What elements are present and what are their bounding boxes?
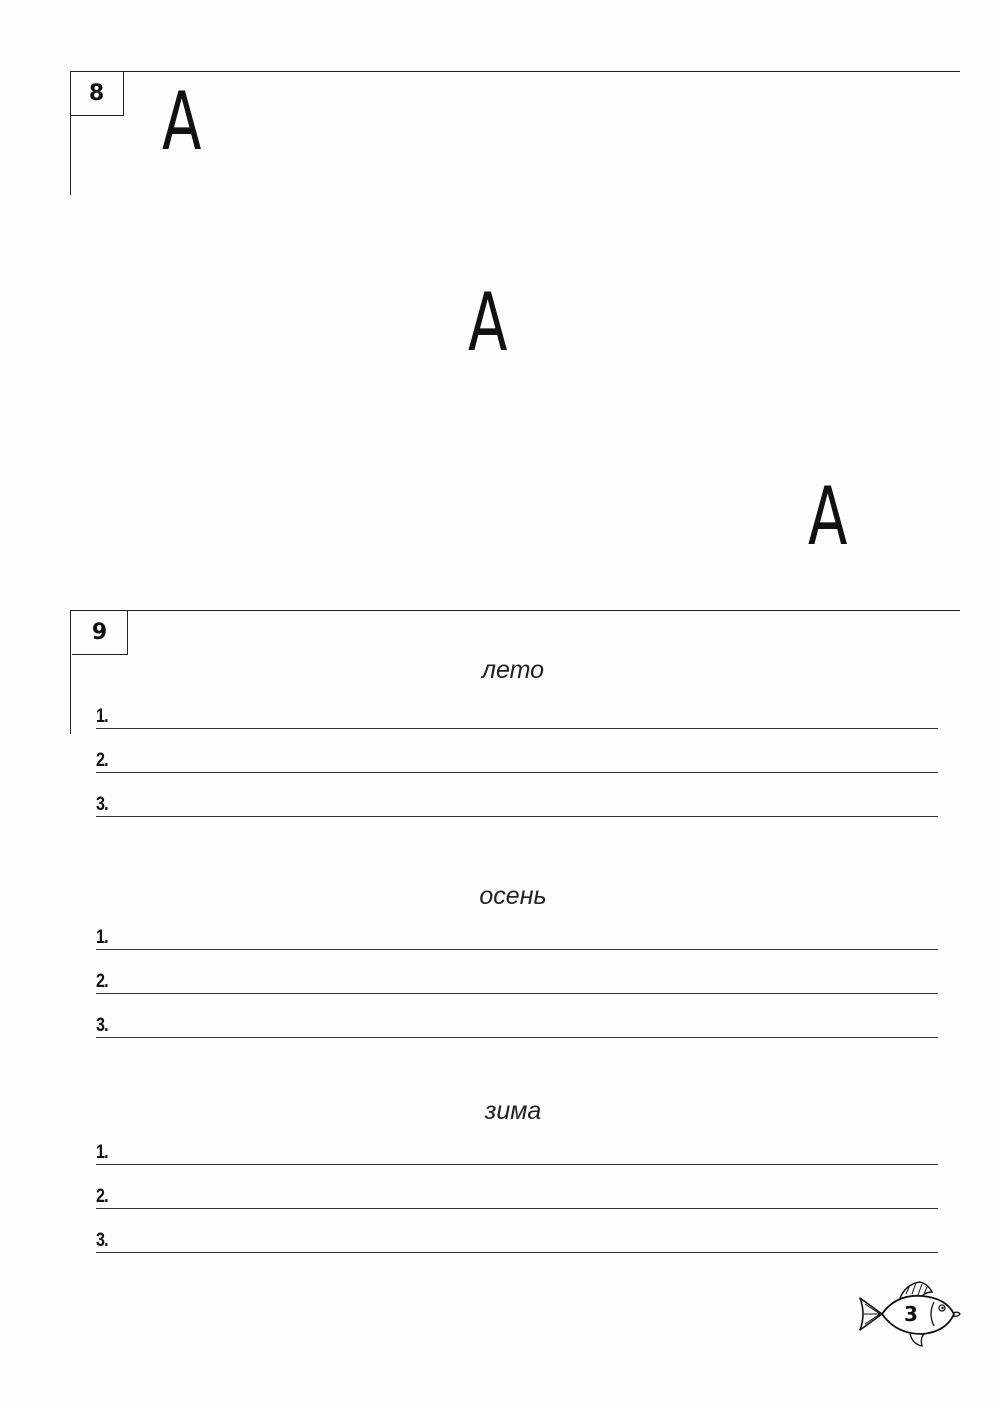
line-rule (96, 1252, 938, 1253)
line-rule (96, 816, 938, 817)
line-rule (96, 949, 938, 950)
line-rule (96, 1037, 938, 1038)
season-heading-autumn (0, 882, 1000, 911)
letter-a-large: А (162, 75, 202, 168)
line-number: 1. (96, 927, 108, 948)
line-number: 1. (96, 706, 108, 727)
season-heading-winter (0, 1097, 1000, 1126)
answer-line[interactable] (96, 971, 938, 994)
answer-line[interactable] (96, 1186, 938, 1209)
answer-line[interactable] (96, 706, 938, 729)
line-number: 2. (96, 1186, 108, 1207)
line-number: 3. (96, 1230, 108, 1251)
line-number: 2. (96, 750, 108, 771)
answer-line[interactable] (96, 794, 938, 817)
line-number: 3. (96, 794, 108, 815)
season-title: осень (479, 882, 547, 910)
task-8 (70, 71, 960, 196)
season-title: зима (484, 1097, 542, 1125)
answer-line[interactable] (96, 927, 938, 950)
season-heading-summer (0, 656, 1000, 685)
line-rule (96, 993, 938, 994)
task-9-top-rule (70, 610, 960, 611)
letter-a-large: А (468, 276, 508, 369)
answer-line[interactable] (96, 1015, 938, 1038)
season-title: лето (481, 656, 545, 684)
task-8-top-rule (70, 71, 960, 72)
line-rule (96, 1208, 938, 1209)
answer-line[interactable] (96, 1230, 938, 1253)
line-number: 3. (96, 1015, 108, 1036)
line-rule (96, 1164, 938, 1165)
task-number-box: 8 (70, 71, 124, 116)
letter-a-large: А (808, 470, 848, 563)
line-number: 2. (96, 971, 108, 992)
task-number-box: 9 (72, 610, 128, 655)
line-rule (96, 772, 938, 773)
line-number: 1. (96, 1142, 108, 1163)
answer-line[interactable] (96, 750, 938, 773)
line-rule (96, 728, 938, 729)
page-number: 3 (904, 1302, 918, 1326)
answer-line[interactable] (96, 1142, 938, 1165)
